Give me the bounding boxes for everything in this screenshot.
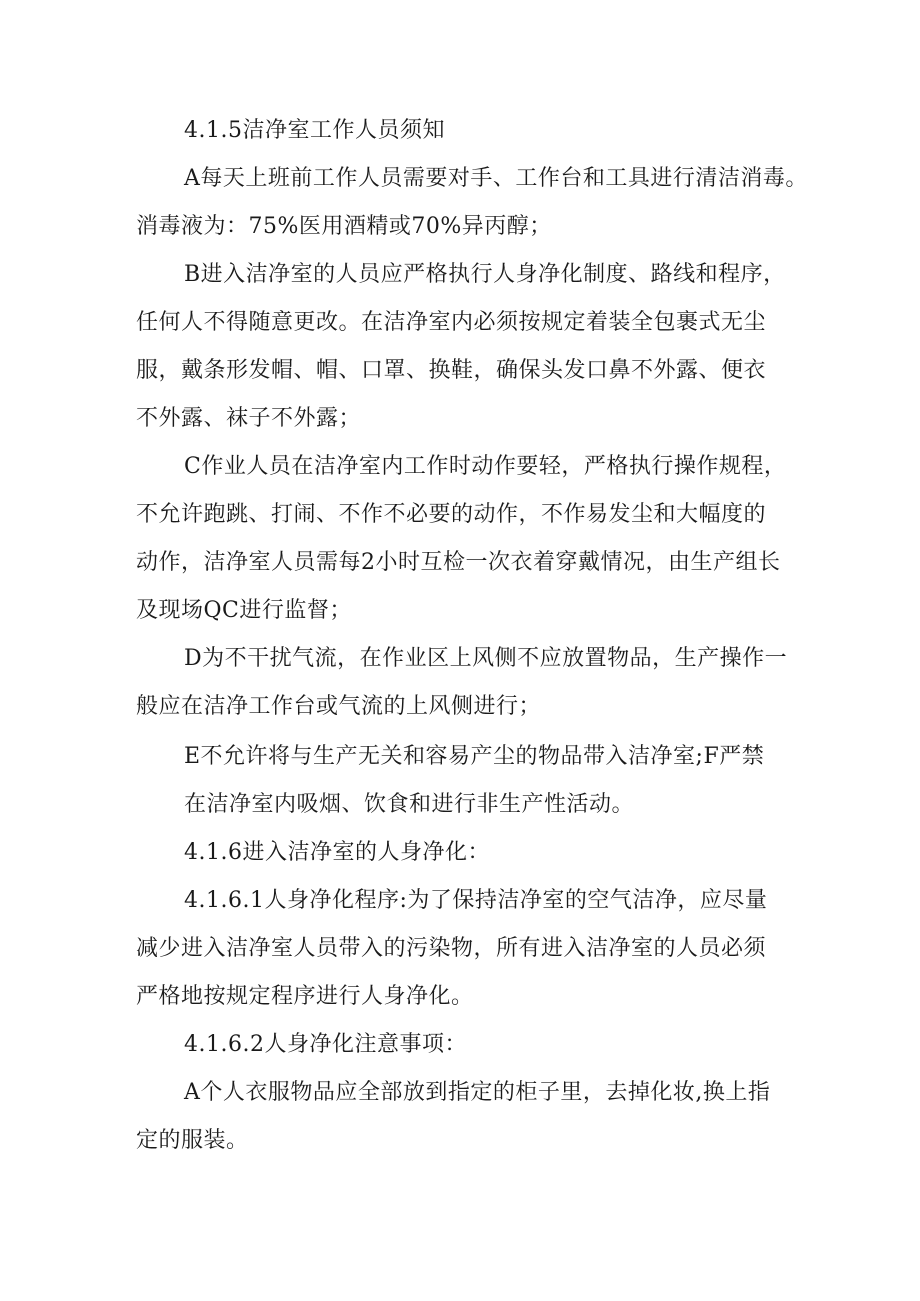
paragraph-line: 消毒液为：75%医用酒精或70%异丙醇；	[136, 214, 552, 239]
paragraph-line: A每天上班前工作人员需要对手、工作台和工具进行清洁消毒。	[184, 166, 808, 191]
paragraph-line: 定的服装。	[136, 1128, 249, 1153]
paragraph-line: 般应在洁净工作台或气流的上风侧进行；	[136, 694, 542, 719]
paragraph-line: 不外露、袜子不外露；	[136, 406, 362, 431]
paragraph-line: 减少进入洁净室人员带入的污染物，所有进入洁净室的人员必须	[136, 936, 767, 961]
paragraph-line: 不允许跑跳、打闹、不作不必要的动作，不作易发尘和大幅度的	[136, 502, 767, 527]
paragraph-line: 任何人不得随意更改。在洁净室内必须按规定着装全包裹式无尘	[136, 310, 767, 335]
section-heading-4-1-5: 4.1.5洁净室工作人员须知	[184, 118, 445, 143]
paragraph-line: C作业人员在洁净室内工作时动作要轻，严格执行操作规程，	[184, 454, 787, 479]
paragraph-line: E不允许将与生产无关和容易产尘的物品带入洁净室;F严禁	[184, 744, 765, 769]
paragraph-line: 动作，洁净室人员需每2小时互检一次衣着穿戴情况，由生产组长	[136, 550, 781, 575]
section-heading-4-1-6-2: 4.1.6.2人身净化注意事项：	[184, 1032, 467, 1057]
section-heading-4-1-6: 4.1.6进入洁净室的人身净化：	[184, 840, 490, 865]
paragraph-line: B进入洁净室的人员应严格执行人身净化制度、路线和程序，	[184, 262, 786, 287]
paragraph-line: 4.1.6.1人身净化程序:为了保持洁净室的空气洁净，应尽量	[184, 888, 768, 913]
paragraph-line: D为不干扰气流，在作业区上风侧不应放置物品，生产操作一	[184, 646, 788, 671]
paragraph-line: A个人衣服物品应全部放到指定的柜子里，去掉化妆,换上指	[184, 1080, 771, 1105]
paragraph-line: 严格地按规定程序进行人身净化。	[136, 984, 474, 1009]
paragraph-line: 服，戴条形发帽、帽、口罩、换鞋，确保头发口鼻不外露、便衣	[136, 358, 767, 383]
paragraph-line: 及现场QC进行监督；	[136, 598, 352, 623]
paragraph-line: 在洁净室内吸烟、饮食和进行非生产性活动。	[184, 792, 635, 817]
